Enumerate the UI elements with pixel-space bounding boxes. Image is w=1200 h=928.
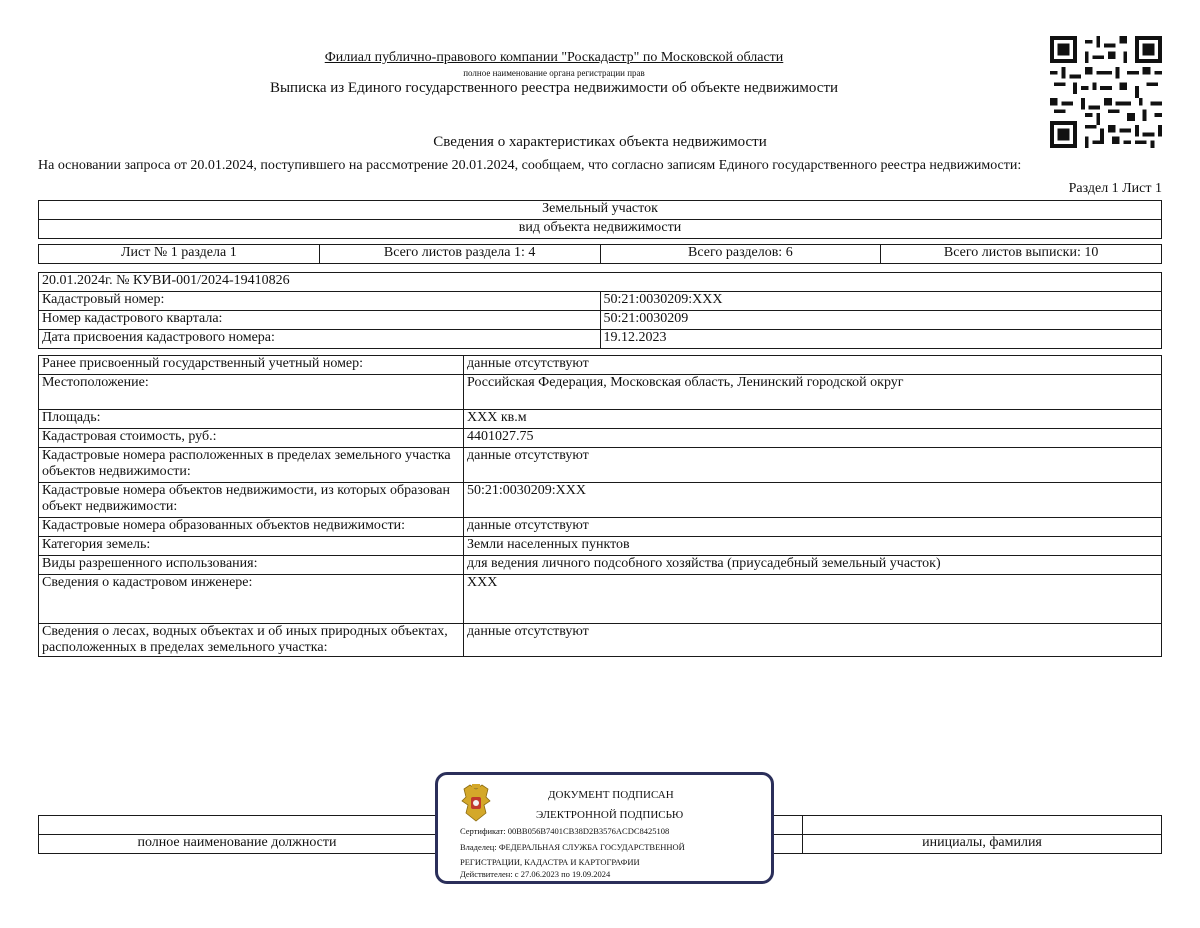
row-value: данные отсутствуют [464, 624, 1162, 657]
basis-text: На основании запроса от 20.01.2024, поступившего на рассмотрение 20.01.2024, сообщаем, что согласно записям Единого государственного реестра недвижимости: [38, 158, 1022, 173]
row-label: Кадастровые номера объектов недвижимости, из которых образован объект недвижимости: [39, 483, 464, 518]
row-value: 50:21:0030209:XXX [464, 483, 1162, 518]
row-value: Российская Федерация, Московская область, Ленинский городской округ [464, 375, 1162, 410]
row-label: Сведения о кадастровом инженере: [39, 575, 464, 624]
row-label: Кадастровые номера расположенных в пределах земельного участка объектов недвижимости: [39, 448, 464, 483]
doc-number: 20.01.2024г. № КУВИ-001/2024-19410826 [39, 273, 1162, 292]
table-row [39, 311, 1162, 330]
row-value: данные отсутствуют [464, 356, 1162, 375]
sheets-table [38, 244, 1162, 264]
stamp-certificate: Сертификат: 00BB056B7401CB38D2B3576ACDC8425108 [460, 826, 670, 836]
name-caption: инициалы, фамилия [803, 835, 1162, 854]
object-type: Земельный участок [39, 201, 1162, 220]
object-type-caption: вид объекта недвижимости [39, 220, 1162, 239]
row-value: XXX кв.м [464, 410, 1162, 429]
stamp-owner: Владелец: ФЕДЕРАЛЬНАЯ СЛУЖБА ГОСУДАРСТВЕННОЙ [460, 842, 685, 852]
table-row [39, 448, 1162, 483]
table-row [39, 537, 1162, 556]
org-caption: полное наименование органа регистрации прав [463, 68, 645, 78]
coat-of-arms-icon [460, 783, 492, 823]
stamp-owner2: РЕГИСТРАЦИИ, КАДАСТРА И КАРТОГРАФИИ [460, 857, 640, 867]
razdel-label: Раздел 1 Лист 1 [1068, 181, 1162, 196]
name-cell [803, 816, 1162, 835]
row-label: Площадь: [39, 410, 464, 429]
row-label: Кадастровый номер: [39, 292, 601, 311]
row-value: данные отсутствуют [464, 448, 1162, 483]
row-value: 50:21:0030209 [600, 311, 1162, 330]
org-name: Филиал публично-правового компании "Роскадастр" по Московской области [324, 50, 784, 65]
row-value: XXX [464, 575, 1162, 624]
table-row [39, 624, 1162, 657]
electronic-signature-stamp [435, 772, 774, 884]
table-row [39, 575, 1162, 624]
stamp-line2: ЭЛЕКТРОННОЙ ПОДПИСЬЮ [536, 809, 684, 821]
details-table [38, 355, 1162, 657]
qr-code-icon [1050, 36, 1162, 148]
row-label: Ранее присвоенный государственный учетный номер: [39, 356, 464, 375]
table-row [39, 410, 1162, 429]
row-label: Кадастровые номера образованных объектов недвижимости: [39, 518, 464, 537]
row-label: Дата присвоения кадастрового номера: [39, 330, 601, 349]
document-title: Выписка из Единого государственного реестра недвижимости об объекте недвижимости [269, 80, 839, 96]
row-value: данные отсутствуют [464, 518, 1162, 537]
table-row [39, 356, 1162, 375]
row-label: Кадастровая стоимость, руб.: [39, 429, 464, 448]
row-value: для ведения личного подсобного хозяйства (приусадебный земельный участок) [464, 556, 1162, 575]
row-value: 50:21:0030209:XXX [600, 292, 1162, 311]
row-value: Земли населенных пунктов [464, 537, 1162, 556]
row-value: 4401027.75 [464, 429, 1162, 448]
total-sections: Всего разделов: 6 [600, 245, 881, 264]
table-row [39, 330, 1162, 349]
table-row [39, 483, 1162, 518]
total-sheets: Всего листов выписки: 10 [881, 245, 1162, 264]
sheet-number: Лист № 1 раздела 1 [39, 245, 320, 264]
position-cell [39, 816, 436, 835]
record-table [38, 272, 1162, 349]
stamp-line1: ДОКУМЕНТ ПОДПИСАН [548, 789, 674, 801]
table-row [39, 375, 1162, 410]
row-label: Местоположение: [39, 375, 464, 410]
row-label: Виды разрешенного использования: [39, 556, 464, 575]
position-caption: полное наименование должности [39, 835, 436, 854]
row-label: Сведения о лесах, водных объектах и об иных природных объектах, расположенных в пределах земельного участка: [39, 624, 464, 657]
table-row [39, 518, 1162, 537]
section-title: Сведения о характеристиках объекта недвижимости [433, 134, 767, 150]
row-label: Категория земель: [39, 537, 464, 556]
table-row [39, 292, 1162, 311]
row-value: 19.12.2023 [600, 330, 1162, 349]
table-row [39, 556, 1162, 575]
row-label: Номер кадастрового квартала: [39, 311, 601, 330]
total-sheets-section: Всего листов раздела 1: 4 [319, 245, 600, 264]
stamp-valid: Действителен: с 27.06.2023 по 19.09.2024 [460, 869, 611, 879]
object-type-table [38, 200, 1162, 239]
table-row [39, 429, 1162, 448]
